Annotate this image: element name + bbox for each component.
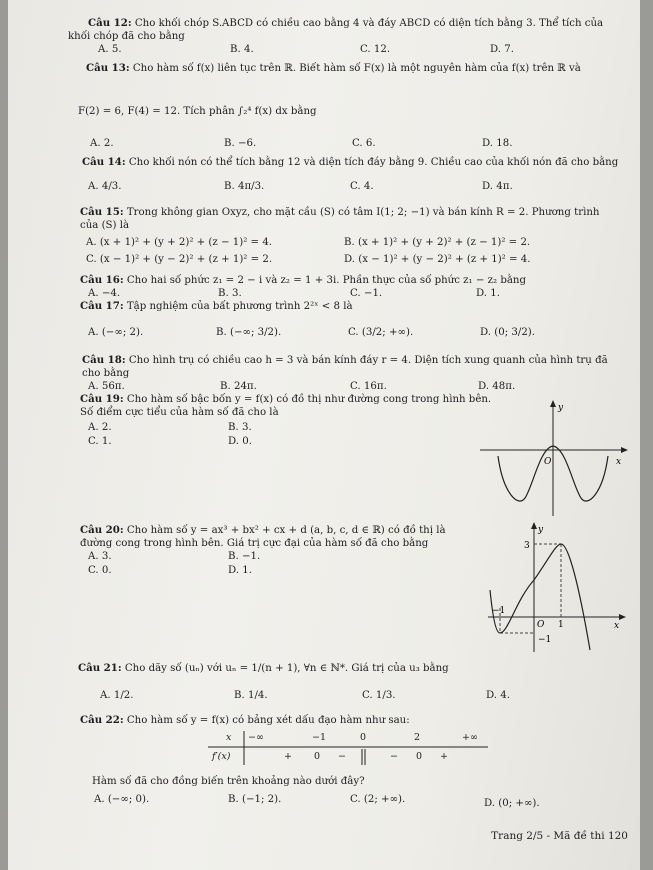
exam-page [8,0,640,870]
q19-option-a: A. 2. [88,422,112,433]
q13-option-c: C. 6. [352,138,376,149]
q20-y-label: y [538,525,544,535]
q12-text2: khối chóp đã cho bằng [68,31,185,42]
q12-option-c: C. 12. [360,44,391,55]
q21-option-a: A. 1/2. [100,690,134,701]
q12-text1: Cho khối chóp S.ABCD có chiều cao bằng 4 và đáy ABCD có diện tích bằng 3. Thể tích của [131,18,604,29]
q16-option-d: D. 1. [476,288,501,299]
q19-graph [478,398,628,518]
q17-option-b: B. (−∞; 3/2). [216,327,282,338]
q16-text1: Cho hai số phức z₁ = 2 − i và z₂ = 1 + 3i. Phần thực của số phức z₁ − z₂ bằng [123,275,527,286]
q19-origin-label: O [544,457,552,467]
q22-x-minus-inf: −∞ [248,732,264,743]
q17-option-c: C. (3/2; +∞). [348,327,414,338]
q21-text1: Cho dãy số (uₙ) với uₙ = 1/(n + 1), ∀n ∈ ℕ*. Giá trị của u₃ bằng [121,663,449,674]
q14-option-c: C. 4. [350,181,374,192]
q18-option-d: D. 48π. [478,381,516,392]
q19-option-b: B. 3. [228,422,252,433]
q15-label: Câu 15: [80,206,124,218]
q20-x-label: x [614,621,620,631]
q18-option-c: C. 16π. [350,381,387,392]
q13-line1 [86,62,581,75]
q22-x-plus-inf: +∞ [462,732,478,743]
q21-option-c: C. 1/3. [362,690,396,701]
q20-x-arrow [619,614,626,620]
q20-tick-3: 3 [524,541,530,551]
q19-y-arrow [550,400,556,407]
q22-sign-4: + [440,751,448,762]
q14-text1: Cho khối nón có thể tích bằng 12 và diện tích đáy bằng 9. Chiều cao của khối nón đã cho bằng [125,157,619,168]
q20-origin-label: O [537,620,545,630]
q12-option-d: D. 7. [490,44,515,55]
q20-option-b: B. −1. [228,551,261,562]
q15-option-b: B. (x + 1)² + (y + 2)² + (z − 1)² = 2. [344,237,531,248]
q22-x-m1: −1 [312,732,327,743]
q21-label: Câu 21: [78,662,122,674]
q15-option-d: D. (x − 1)² + (y − 2)² + (z + 1)² = 4. [344,254,531,265]
q15-text1: Trong không gian Oxyz, cho mặt cầu (S) có tâm I(1; 2; −1) và bán kính R = 2. Phương trình [123,207,600,218]
q13-option-b: B. −6. [224,138,257,149]
q22-zero-1: 0 [314,751,321,762]
q22-label: Câu 22: [80,714,124,726]
q22-fprime-header: f′(x) [212,751,231,762]
q21-line1 [78,662,449,675]
q20-option-d: D. 1. [228,565,253,576]
q12-line1 [88,17,603,30]
q20-line1 [80,524,446,537]
q20-text2: đường cong trong hình bên. Giá trị cực đại của hàm số đã cho bằng [80,538,429,549]
q22-sign-table [208,730,493,766]
q20-tick-m1y: −1 [538,635,552,645]
q22-option-b: B. (−1; 2). [228,794,282,805]
q16-option-c: C. −1. [350,288,383,299]
q15-line1 [80,206,599,219]
q17-text1: Tập nghiệm của bất phương trình 2²ˣ < 8 là [123,301,353,312]
q19-option-c: C. 1. [88,436,112,447]
q19-option-d: D. 0. [228,436,253,447]
q18-text2: cho bằng [82,368,130,379]
q15-option-c: C. (x − 1)² + (y − 2)² + (z + 1)² = 2. [86,254,273,265]
q22-text1: Cho hàm số y = f(x) có bảng xét dấu đạo hàm như sau: [123,715,410,726]
q13-text2: F(2) = 6, F(4) = 12. Tích phân ∫₂⁴ f(x) dx bằng [78,106,317,117]
q19-options [88,421,288,451]
q18-option-b: B. 24π. [220,381,257,392]
q22-option-d: D. (0; +∞). [484,798,540,809]
q22-option-a: A. (−∞; 0). [94,794,150,805]
q20-option-c: C. 0. [88,565,112,576]
q15-option-a: A. (x + 1)² + (y + 2)² + (z − 1)² = 4. [86,237,273,248]
q19-label: Câu 19: [80,393,124,405]
q19-text2: Số điểm cực tiểu của hàm số đã cho là [80,407,279,418]
q21-option-b: B. 1/4. [234,690,268,701]
q19-text1: Cho hàm số bậc bốn y = f(x) có đồ thị như đường cong trong hình bên. [123,394,492,405]
q16-line1 [80,274,526,287]
q22-text2: Hàm số đã cho đồng biến trên khoảng nào dưới đây? [92,776,365,787]
q18-line1 [82,354,608,367]
q13-text1: Cho hàm số f(x) liên tục trên ℝ. Biết hàm số F(x) là một nguyên hàm của f(x) trên ℝ và [129,63,581,74]
q17-label: Câu 17: [80,300,124,312]
q22-sign-2: − [338,751,346,762]
q22-sign-1: + [284,751,292,762]
q16-label: Câu 16: [80,274,124,286]
q22-option-c: C. (2; +∞). [350,794,406,805]
q20-option-a: A. 3. [88,551,112,562]
q20-y-arrow [531,522,537,529]
q12-option-a: A. 5. [98,44,122,55]
q19-x-arrow [621,447,628,453]
q17-option-d: D. (0; 3/2). [480,327,536,338]
q16-option-b: B. 3. [218,288,242,299]
q14-label: Câu 14: [82,156,126,168]
q18-label: Câu 18: [82,354,126,366]
q13-option-a: A. 2. [90,138,114,149]
q20-tick-m1x: −1 [492,606,506,616]
q18-option-a: A. 56π. [88,381,125,392]
q20-options [88,550,288,580]
q19-y-label: y [558,403,564,413]
q21-option-d: D. 4. [486,690,511,701]
q18-text1: Cho hình trụ có chiều cao h = 3 và bán kính đáy r = 4. Diện tích xung quanh của hình trụ đã [125,355,608,366]
q19-x-label: x [616,457,622,467]
q12-option-b: B. 4. [230,44,254,55]
q13-label: Câu 13: [86,62,130,74]
q17-option-a: A. (−∞; 2). [88,327,144,338]
q20-label: Câu 20: [80,524,124,536]
q14-option-a: A. 4/3. [88,181,122,192]
q22-zero-2: 0 [416,751,423,762]
q14-option-d: D. 4π. [482,181,513,192]
q16-option-a: A. −4. [88,288,121,299]
q17-line1 [80,300,353,313]
q20-graph [486,520,626,655]
q22-sign-3: − [390,751,398,762]
q14-option-b: B. 4π/3. [224,181,265,192]
q22-x-2: 2 [414,732,421,743]
q15-text2: của (S) là [80,220,130,231]
page-footer: Trang 2/5 - Mã đề thi 120 [491,830,628,842]
q14-line1 [82,156,618,169]
q12-label: Câu 12: [88,17,132,29]
q20-text1: Cho hàm số y = ax³ + bx² + cx + d (a, b, c, d ∈ ℝ) có đồ thị là [123,525,446,536]
q22-line1 [80,714,410,727]
q15-options [86,236,626,266]
q13-option-d: D. 18. [482,138,513,149]
q22-x-0: 0 [360,732,367,743]
q19-line1 [80,393,491,406]
q20-tick-1: 1 [558,620,564,630]
q22-x-header: x [226,732,232,743]
